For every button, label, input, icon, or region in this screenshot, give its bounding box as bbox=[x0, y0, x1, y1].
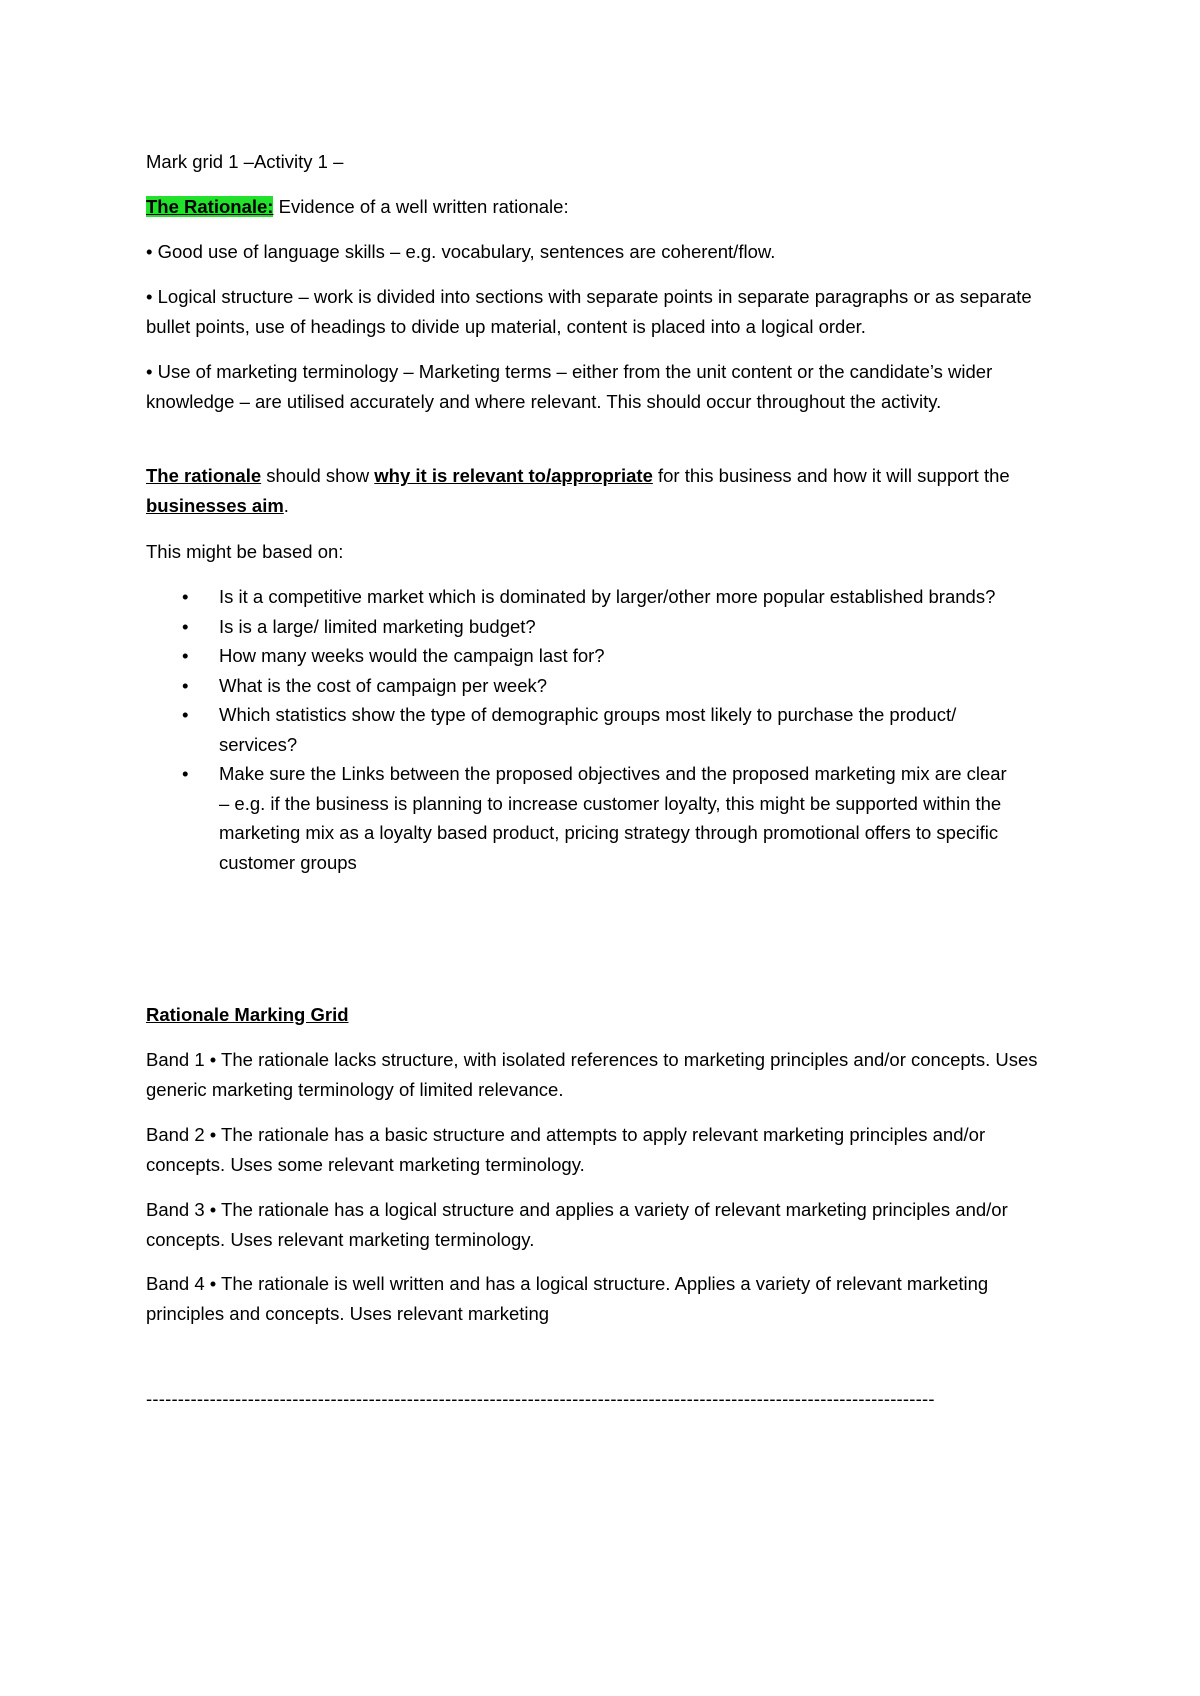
list-item: • How many weeks would the campaign last for? bbox=[146, 641, 1019, 671]
relevance-term: why it is relevant to/appropriate bbox=[374, 465, 653, 486]
page-title: Mark grid 1 –Activity 1 – bbox=[146, 151, 344, 172]
rationale-intro bbox=[146, 192, 1066, 221]
bullet-icon: • bbox=[182, 674, 189, 696]
bullet-icon: • bbox=[182, 763, 189, 784]
marking-grid-heading: Rationale Marking Grid bbox=[146, 1004, 349, 1025]
separator-line: ---------------------------------------------------------------------------------------------------------------------------- bbox=[146, 1388, 935, 1409]
list-item: • Is it a competitive market which is dominated by larger/other more popular established brands? bbox=[146, 582, 1019, 612]
criterion-structure: • Logical structure – work is divided into sections with separate points in separate paragraphs or as separate bullet points, use of headings to divide up material, content is placed into a logical order. bbox=[146, 286, 1032, 337]
bullet-icon: • bbox=[182, 615, 189, 637]
band-2: Band 2 • The rationale has a basic structure and attempts to apply relevant marketing principles and/or concepts. Uses some relevant marketing terminology. bbox=[146, 1124, 986, 1175]
list-item: • Is is a large/ limited marketing budget? bbox=[146, 612, 1019, 642]
rationale-text-3: . bbox=[283, 494, 289, 516]
band-4: Band 4 • The rationale is well written and has a logical structure. Applies a variety of relevant marketing principles and concepts. Uses relevant marketing bbox=[146, 1273, 989, 1324]
rationale-statement bbox=[146, 461, 1066, 520]
criterion-terminology: • Use of marketing terminology – Marketing terms – either from the unit content or the candidate’s wider knowledge – are utilised accurately and where relevant. This should occur throughout the activity. bbox=[146, 361, 993, 412]
band-3: Band 3 • The rationale has a logical structure and applies a variety of relevant marketing principles and/or concepts. Uses relevant marketing terminology. bbox=[146, 1199, 1008, 1250]
band-1: Band 1 • The rationale lacks structure, with isolated references to marketing principles and/or concepts. Uses generic marketing terminology of limited relevance. bbox=[146, 1049, 1038, 1100]
rationale-text-1: should show bbox=[261, 465, 375, 486]
question-list bbox=[146, 582, 1066, 877]
rationale-label: The Rationale: bbox=[146, 196, 274, 217]
list-item: • What is the cost of campaign per week? bbox=[146, 671, 1019, 701]
rationale-intro-text: Evidence of a well written rationale: bbox=[273, 196, 569, 217]
list-item: • Which statistics show the type of demographic groups most likely to purchase the product/ services? bbox=[146, 700, 1019, 759]
rationale-text-2: for this business and how it will support the bbox=[652, 465, 1010, 486]
bullet-icon: • bbox=[182, 645, 189, 666]
based-on-text: This might be based on: bbox=[146, 541, 344, 562]
bullet-icon: • bbox=[182, 586, 189, 607]
rationale-term: The rationale bbox=[146, 465, 262, 486]
bullet-icon: • bbox=[182, 704, 189, 725]
list-item: • Make sure the Links between the proposed objectives and the proposed marketing mix are clear – e.g. if the business is planning to increase customer loyalty, this might be supported within the marketing mix as a loyalty based product, pricing strategy through promotional offers to specific customer groups bbox=[146, 759, 1019, 877]
business-aim-term: businesses aim bbox=[146, 494, 284, 516]
criterion-language: • Good use of language skills – e.g. vocabulary, sentences are coherent/flow. bbox=[146, 241, 776, 262]
